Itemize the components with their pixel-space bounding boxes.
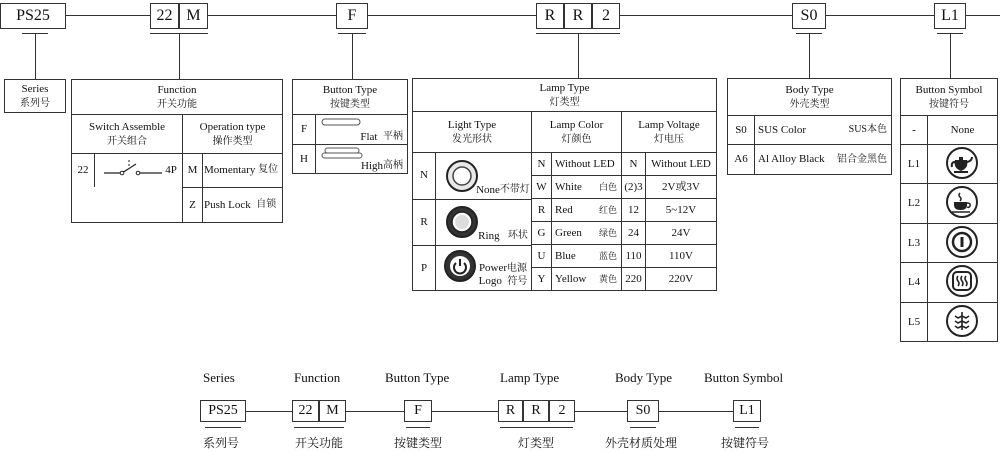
color-label-zh: 红色 <box>598 204 617 215</box>
color-label-zh <box>593 153 621 175</box>
button-code-box <box>336 3 368 29</box>
op-code-m: M <box>187 163 198 176</box>
bottom-series-code-box <box>200 400 246 422</box>
light-label-power-zh: 电源 <box>507 262 528 274</box>
color-label-zh: 蓝色 <box>598 250 617 261</box>
series-code: PS25 <box>16 7 50 24</box>
button-type-title-en: Button Type <box>322 83 378 96</box>
heater-icon <box>946 265 978 297</box>
coffee-cup-icon <box>946 186 978 218</box>
series-title-en: Series <box>21 82 49 95</box>
body-code-a6: A6 <box>734 153 748 166</box>
op-label-momentary-zh: 复位 <box>258 164 279 176</box>
body-code-box <box>792 3 826 29</box>
teapot-icon <box>946 147 978 179</box>
button-code-h: H <box>300 152 308 165</box>
op-label-push-lock: Push Lock <box>204 198 251 211</box>
light-type-zh: 发光形状 <box>452 133 492 145</box>
body-type-title-zh: 外壳类型 <box>789 98 830 110</box>
switch-pole-4p: 4P <box>165 163 177 176</box>
color-code: W <box>536 180 547 193</box>
body-type-title-en: Body Type <box>785 83 834 96</box>
button-code-f: F <box>300 123 308 136</box>
symbol-code: L4 <box>907 275 921 288</box>
lamp-code-c-box <box>592 3 620 29</box>
color-code: Y <box>537 272 546 285</box>
voltage-code: 220 <box>625 272 642 285</box>
symbol-label-none: None <box>950 123 975 136</box>
lamp-type-title-en: Lamp Type <box>539 81 590 94</box>
lamp-voltage-en: Lamp Voltage <box>638 118 700 131</box>
color-label: Green <box>555 226 582 239</box>
lamp-type-table <box>412 78 717 291</box>
body-label-alloy: Al Alloy Black <box>758 153 825 166</box>
bottom-zh-button-type: 按键类型 <box>394 436 443 450</box>
button-label-high-zh: 高柄 <box>383 160 403 172</box>
power-logo-light-button-icon <box>443 249 477 283</box>
series-title-zh: 系列号 <box>20 97 50 109</box>
voltage-value: 24V <box>671 226 691 239</box>
body-label-alloy-zh: 铝合金黑色 <box>837 153 887 165</box>
button-label-flat: Flat <box>360 130 378 143</box>
operation-type-en: Operation type <box>199 120 266 133</box>
lamp-code-b-box <box>564 3 592 29</box>
color-label: Yellow <box>555 272 587 285</box>
symbol-code: L1 <box>907 157 921 170</box>
symbol-code-none: - <box>912 123 916 136</box>
bottom-lamp-code-c: 2 <box>558 403 566 418</box>
button-type-table <box>292 79 408 174</box>
voltage-value: 2V或3V <box>662 180 700 193</box>
switch-code-22: 22 <box>77 163 89 176</box>
function-code-a: 22 <box>156 7 173 24</box>
lamp-code-a-box <box>536 3 564 29</box>
bottom-function-code-a-box <box>292 400 319 422</box>
bottom-lamp-code-b-box <box>523 400 549 422</box>
bottom-function-code-a: 22 <box>298 403 313 418</box>
voltage-code: 24 <box>628 226 639 239</box>
body-label-sus: SUS Color <box>758 123 806 136</box>
lamp-type-title-zh: 灯类型 <box>549 96 580 108</box>
color-label-zh: 白色 <box>598 181 617 192</box>
lamp-code-c: 2 <box>602 7 610 24</box>
bottom-label-series: Series <box>203 370 235 385</box>
color-label: Red <box>555 203 573 216</box>
switch-assemble-en: Switch Assemble <box>88 120 166 133</box>
bottom-lamp-code-a: R <box>505 403 516 418</box>
bottom-lamp-code-b: R <box>531 403 541 418</box>
series-table <box>4 79 66 113</box>
light-code-r: R <box>420 215 428 228</box>
symbol-code: L2 <box>907 196 921 209</box>
function-title-en: Function <box>157 83 197 96</box>
color-label: White <box>555 180 582 193</box>
voltage-value: 5~12V <box>665 203 697 216</box>
bottom-zh-series: 系列号 <box>203 436 240 450</box>
power-icon <box>946 226 978 258</box>
function-table <box>71 79 283 223</box>
lamp-code-b: R <box>572 7 584 24</box>
body-code-s0: S0 <box>735 123 747 136</box>
color-label: Without LED <box>555 157 615 170</box>
flat-button-icon <box>321 117 361 127</box>
symbol-code-box <box>934 3 966 29</box>
voltage-value: 110V <box>668 249 694 262</box>
bottom-body-code: S0 <box>635 403 651 418</box>
bottom-zh-function: 开关功能 <box>295 436 344 450</box>
light-label-logo: Logo <box>478 275 502 287</box>
bottom-body-code-box <box>627 400 659 422</box>
button-label-high: High <box>361 159 383 172</box>
lamp-color-en: Lamp Color <box>549 118 604 131</box>
bottom-lamp-code-a-box <box>498 400 523 422</box>
switch-schematic-icon <box>102 158 164 182</box>
voltage-code: N <box>629 157 638 170</box>
bottom-function-code-b-box <box>319 400 346 422</box>
symbol-title-zh: 按键符号 <box>929 98 969 110</box>
color-code: N <box>537 157 546 170</box>
color-code: R <box>537 203 546 216</box>
lamp-color-zh: 灯颜色 <box>561 133 592 145</box>
bottom-label-button-type: Button Type <box>385 370 450 385</box>
op-label-push-lock-zh: 自锁 <box>256 199 277 211</box>
voltage-code: 12 <box>628 203 639 216</box>
function-title-zh: 开关功能 <box>157 98 197 110</box>
symbol-code: L5 <box>907 315 921 328</box>
bottom-label-body-type: Body Type <box>615 370 672 385</box>
none-light-button-icon <box>445 159 479 193</box>
symbol-code: L3 <box>907 236 921 249</box>
button-label-flat-zh: 平柄 <box>383 131 403 143</box>
color-label-zh: 黄色 <box>598 273 617 284</box>
bottom-symbol-code-box <box>733 400 761 422</box>
lamp-voltage-zh: 灯电压 <box>654 133 684 145</box>
op-code-z: Z <box>189 198 196 211</box>
bottom-zh-lamp-type: 灯类型 <box>518 436 555 450</box>
function-code-a-box <box>150 3 179 29</box>
light-code-p: P <box>420 261 428 274</box>
function-code-b-box <box>179 3 208 29</box>
bottom-symbol-code: L1 <box>739 403 755 418</box>
bottom-label-function: Function <box>294 370 341 385</box>
bottom-zh-body-type: 外壳材质处理 <box>605 436 678 450</box>
switch-assemble-zh: 开关组合 <box>107 135 147 147</box>
light-type-en: Light Type <box>447 118 497 131</box>
voltage-value: 220V <box>668 272 694 285</box>
series-code-box <box>0 3 66 29</box>
voltage-code: 110 <box>625 249 642 262</box>
light-label-logo-zh: 符号 <box>507 276 528 287</box>
button-type-title-zh: 按键类型 <box>330 98 370 110</box>
bottom-function-code-b: M <box>326 403 339 418</box>
wave-heat-icon <box>946 305 978 337</box>
color-code: U <box>537 249 546 262</box>
light-label-ring: Ring <box>478 229 500 242</box>
light-code-n: N <box>420 169 428 182</box>
op-label-momentary: Momentary <box>204 163 256 176</box>
bottom-label-button-symbol: Button Symbol <box>704 370 784 385</box>
light-label-ring-zh: 环状 <box>507 230 528 242</box>
light-label-none: None <box>476 183 500 196</box>
bottom-button-code: F <box>414 403 422 418</box>
symbol-title-en: Button Symbol <box>915 83 983 96</box>
lamp-code-a: R <box>544 7 556 24</box>
ring-light-button-icon <box>445 205 479 239</box>
bottom-series-code: PS25 <box>208 403 238 418</box>
operation-type-zh: 操作类型 <box>212 135 253 147</box>
voltage-value: Without LED <box>651 157 711 170</box>
bottom-button-code-box <box>404 400 432 422</box>
body-type-table <box>727 78 892 175</box>
bottom-label-lamp-type: Lamp Type <box>500 370 560 385</box>
voltage-code: (2)3 <box>624 180 643 193</box>
color-label-zh: 绿色 <box>598 227 617 238</box>
button-symbol-table <box>900 78 998 342</box>
symbol-code: L1 <box>941 7 959 24</box>
color-code: G <box>537 226 546 239</box>
button-code: F <box>347 7 357 24</box>
light-label-power: Power <box>478 261 508 274</box>
function-code-b: M <box>186 7 201 24</box>
light-label-none-zh: 不带灯 <box>499 184 530 196</box>
body-code: S0 <box>800 7 818 24</box>
bottom-zh-button-symbol: 按键符号 <box>721 436 770 450</box>
body-label-sus-zh: SUS本色 <box>848 124 887 136</box>
color-label: Blue <box>555 249 576 262</box>
bottom-lamp-code-c-box <box>549 400 575 422</box>
